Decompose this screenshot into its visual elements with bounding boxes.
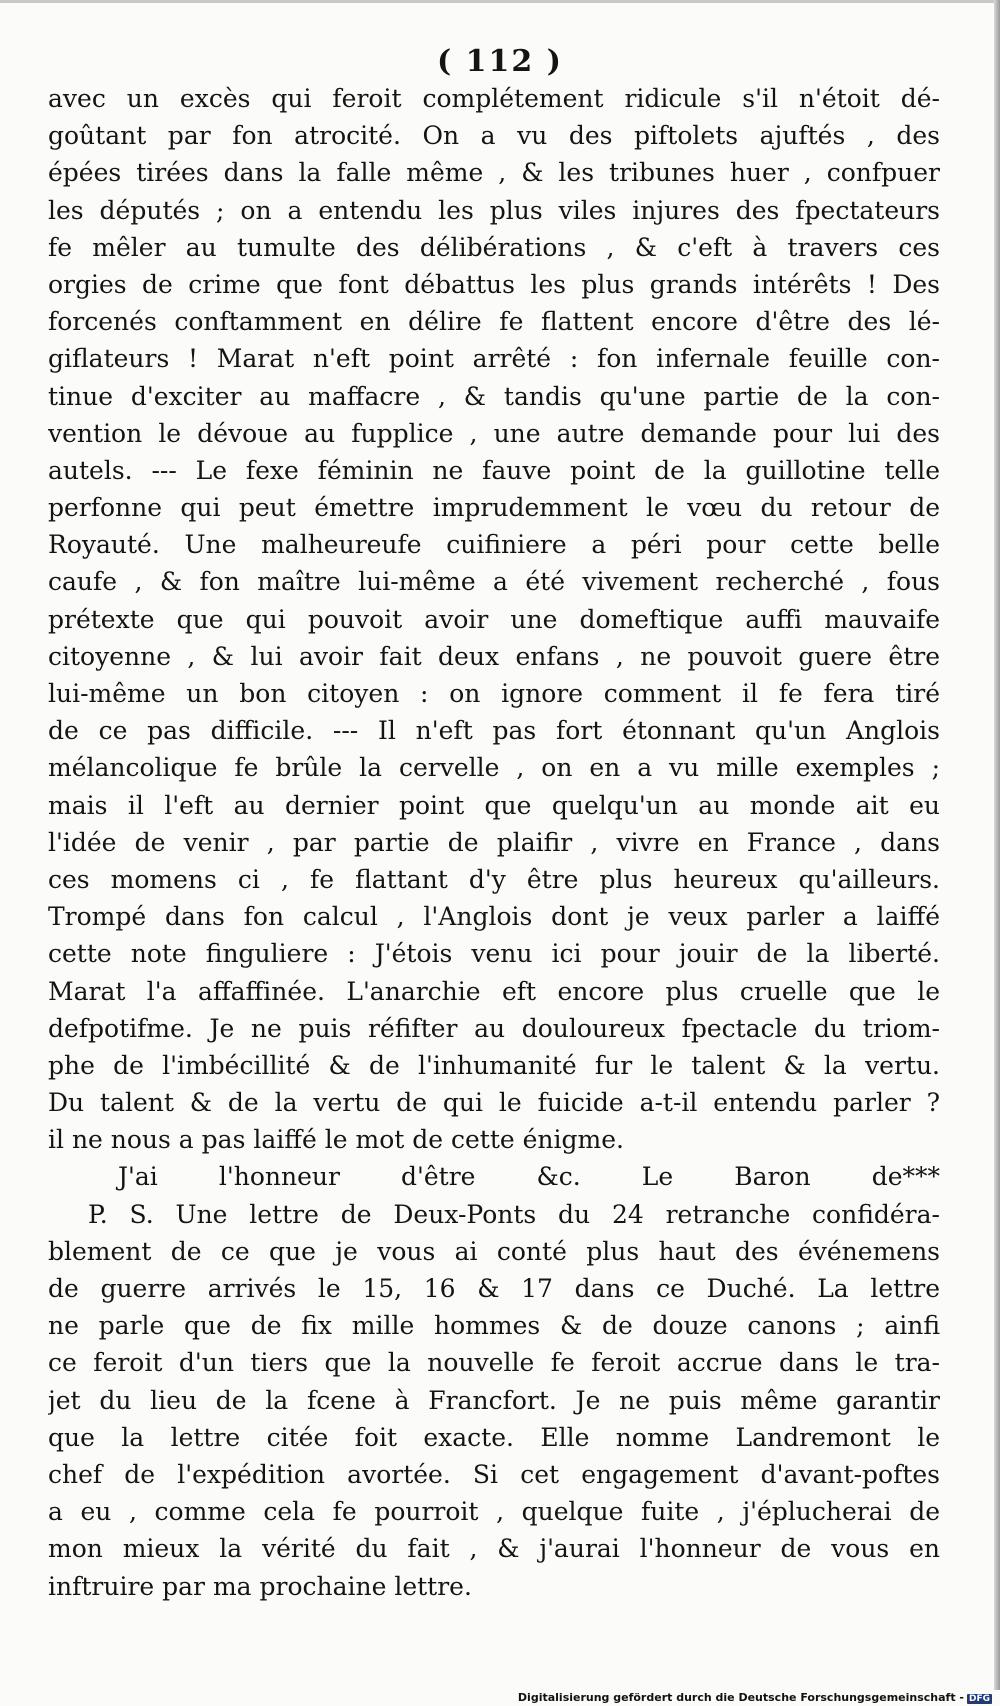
- text-line: vention le dévoue au fupplice , une autre demande pour lui des: [48, 418, 940, 448]
- text-line: Du talent & de la vertu de qui le fuicide a-t-il entendu parler ?: [48, 1088, 940, 1118]
- text-line: mais il l'eft au dernier point que quelqu'un au monde ait eu: [48, 790, 940, 820]
- text-line: il ne nous a pas laiffé le mot de cette énigme.: [48, 1125, 624, 1155]
- text-line: citoyenne , & lui avoir fait deux enfans , ne pouvoit guere être: [48, 641, 940, 671]
- text-line: autels. --- Le fexe féminin ne fauve point de la guillotine telle: [48, 455, 940, 485]
- text-line: giflateurs ! Marat n'eft point arrêté : fon infernale feuille con-: [48, 344, 940, 374]
- text-line: jet du lieu de la fcene à Francfort. Je ne puis même garantir: [48, 1385, 940, 1415]
- text-line: J'ai l'honneur d'être &c. Le Baron de***: [118, 1162, 940, 1192]
- page-top-edge: [0, 0, 1000, 3]
- text-line: chef de l'expédition avortée. Si cet engagement d'avant-poftes: [48, 1459, 940, 1489]
- text-line: lui-même un bon citoyen : on ignore comment il fe fera tiré: [48, 679, 940, 708]
- page-number: ( 112 ): [437, 44, 563, 79]
- text-line: ce feroit d'un tiers que la nouvelle fe feroit accrue dans le tra-: [48, 1348, 940, 1378]
- text-line: orgies de crime que font débattus les plus grands intérêts ! Des: [48, 269, 940, 299]
- text-line: ces momens ci , fe flattant d'y être plus heureux qu'ailleurs.: [48, 864, 940, 894]
- text-line: P. S. Une lettre de Deux-Ponts du 24 retranche confidéra-: [88, 1199, 940, 1229]
- text-line: ne parle que de fix mille hommes & de douze canons ; ainfi: [48, 1311, 940, 1341]
- text-line: de guerre arrivés le 15, 16 & 17 dans ce Duché. La lettre: [48, 1274, 940, 1303]
- text-line: goûtant par fon atrocité. On a vu des piftolets ajuftés , des: [48, 121, 940, 151]
- text-line: Trompé dans fon calcul , l'Anglois dont je veux parler a laiffé: [48, 902, 940, 932]
- page-right-edge: [994, 0, 1000, 1690]
- text-line: avec un excès qui feroit complétement ridicule s'il n'étoit dé-: [48, 84, 940, 113]
- text-line: mélancolique fe brûle la cervelle , on en a vu mille exemples ;: [48, 753, 940, 783]
- text-line: de ce pas difficile. --- Il n'eft pas fort étonnant qu'un Anglois: [48, 716, 940, 746]
- text-line: Marat l'a affaffinée. L'anarchie eft encore plus cruelle que le: [48, 976, 940, 1006]
- text-line: forcenés conftamment en délire fe flattent encore d'être des lé-: [48, 307, 940, 337]
- text-line: phe de l'imbécillité & de l'inhumanité fur le talent & la vertu.: [48, 1050, 940, 1080]
- digitization-credit: [518, 1691, 992, 1704]
- text-line: cette note finguliere : J'étois venu ici pour jouir de la liberté.: [48, 939, 940, 969]
- text-line: inftruire par ma prochaine lettre.: [48, 1571, 472, 1601]
- text-line: que la lettre citée foit exacte. Elle nomme Landremont le: [48, 1422, 940, 1452]
- text-line: tinue d'exciter au maffacre , & tandis qu'une partie de la con-: [48, 381, 940, 411]
- text-line: les députés ; on a entendu les plus viles injures des fpectateurs: [48, 195, 940, 225]
- text-line: perfonne qui peut émettre imprudemment le vœu du retour de: [48, 493, 940, 523]
- text-line: prétexte que qui pouvoit avoir une domeftique auffi mauvaife: [48, 604, 940, 634]
- credit-text: Digitalisierung gefördert durch die Deutsche Forschungsgemeinschaft -: [517, 1691, 964, 1704]
- text-line: mon mieux la vérité du fait , & j'aurai l'honneur de vous en: [48, 1534, 940, 1564]
- text-line: blement de ce que je vous ai conté plus haut des événemens: [48, 1236, 940, 1266]
- text-line: defpotifme. Je ne puis réfifter au douloureux fpectacle du triom-: [48, 1013, 940, 1043]
- text-line: épées tirées dans la falle même , & les tribunes huer , confpuer: [48, 158, 940, 188]
- text-line: fe mêler au tumulte des délibérations , & c'eft à travers ces: [48, 232, 940, 262]
- text-line: Royauté. Une malheureufe cuifiniere a péri pour cette belle: [48, 530, 940, 560]
- body-text: [48, 80, 940, 1605]
- text-line: l'idée de venir , par partie de plaifir , vivre en France , dans: [48, 827, 940, 857]
- text-line: a eu , comme cela fe pourroit , quelque fuite , j'éplucherai de: [48, 1497, 940, 1527]
- text-line: caufe , & fon maître lui-même a été vivement recherché , fous: [48, 567, 940, 597]
- dfg-logo: DFG: [968, 1694, 990, 1704]
